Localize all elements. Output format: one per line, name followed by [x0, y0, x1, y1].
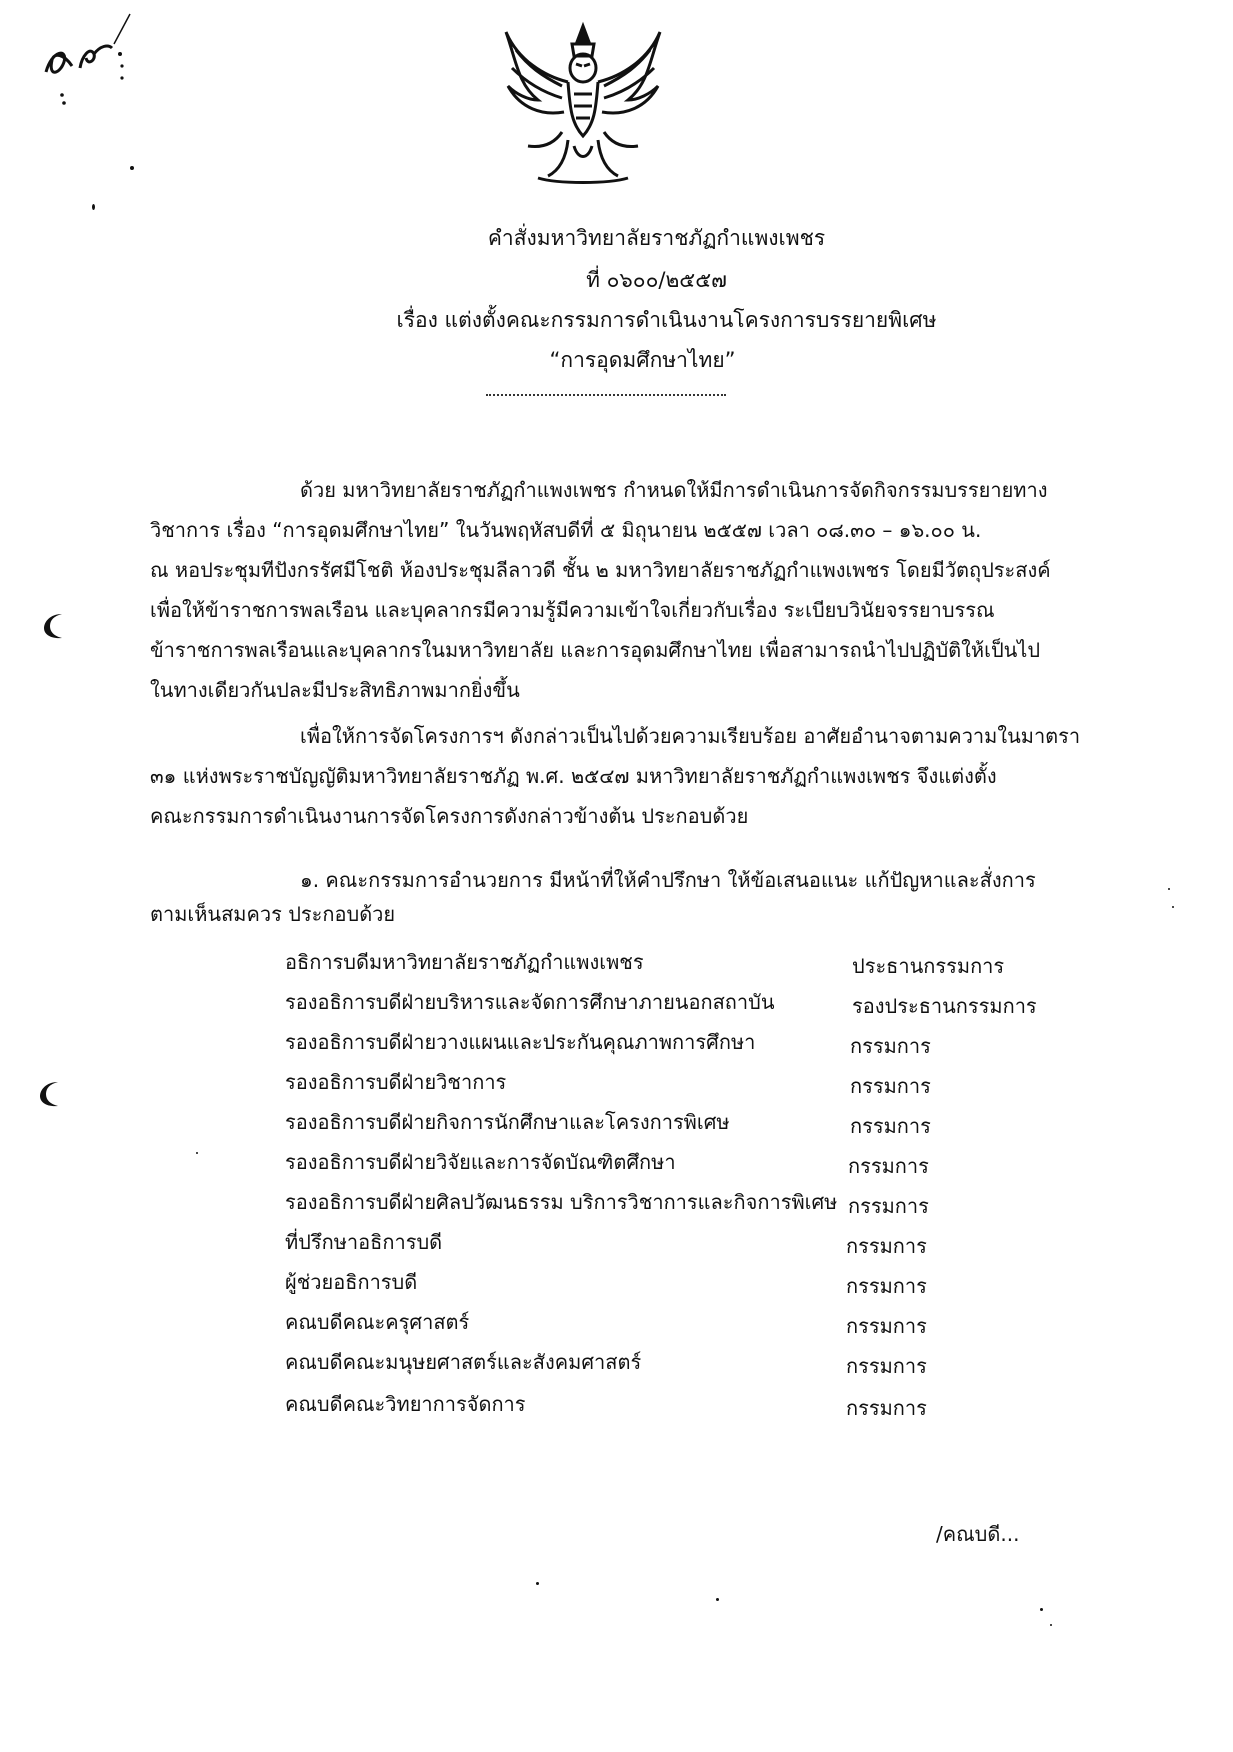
scan-speck — [130, 166, 134, 170]
paragraph-1-line: ด้วย มหาวิทยาลัยราชภัฏกำแพงเพชร กำหนดให้มีการดำเนินการจัดกิจกรรมบรรยายทาง — [300, 478, 1048, 502]
punch-hole-mark — [38, 1080, 64, 1108]
paragraph-1-line: วิชาการ เรื่อง “การอุดมศึกษาไทย” ในวันพฤหัสบดีที่ ๕ มิถุนายน ๒๕๕๗ เวลา ๐๘.๓๐ – ๑๖.๐๐ น. — [150, 518, 982, 542]
committee-position: คณบดีคณะครุศาสตร์ — [285, 1310, 470, 1334]
garuda-emblem — [498, 20, 668, 188]
committee-position: ที่ปรึกษาอธิการบดี — [285, 1230, 443, 1254]
committee-role: กรรมการ — [850, 1114, 931, 1138]
order-subject-quote: “การอุดมศึกษาไทย” — [549, 348, 736, 372]
section-1-heading-cont: ตามเห็นสมควร ประกอบด้วย — [150, 902, 396, 926]
order-subject: เรื่อง แต่งตั้งคณะกรรมการดำเนินงานโครงการบรรยายพิเศษ — [396, 308, 937, 332]
order-number: ที่ ๐๖๐๐/๒๕๕๗ — [586, 268, 727, 292]
committee-position: รองอธิการบดีฝ่ายกิจการนักศึกษาและโครงการพิเศษ — [285, 1110, 730, 1134]
paragraph-2-line: ๓๑ แห่งพระราชบัญญัติมหาวิทยาลัยราชภัฏ พ.ศ. ๒๕๔๗ มหาวิทยาลัยราชภัฏกำแพงเพชร จึงแต่งตั้ง — [150, 764, 997, 788]
handwritten-initials — [34, 10, 144, 105]
committee-role: ประธานกรรมการ — [852, 954, 1005, 978]
scan-speck — [1050, 1624, 1052, 1626]
committee-position: คณบดีคณะวิทยาการจัดการ — [285, 1392, 526, 1416]
continuation-marker: /คณบดี... — [936, 1522, 1020, 1546]
committee-position: รองอธิการบดีฝ่ายวางแผนและประกันคุณภาพการศึกษา — [285, 1030, 756, 1054]
committee-position: รองอธิการบดีฝ่ายบริหารและจัดการศึกษาภายนอกสถาบัน — [285, 990, 775, 1014]
committee-role: กรรมการ — [846, 1354, 927, 1378]
section-1-heading: ๑. คณะกรรมการอำนวยการ มีหน้าที่ให้คำปรึกษา ให้ข้อเสนอแนะ แก้ปัญหาและสั่งการ — [300, 868, 1036, 892]
punch-hole-mark — [42, 612, 68, 640]
scan-speck — [1168, 888, 1170, 890]
committee-position: รองอธิการบดีฝ่ายวิชาการ — [285, 1070, 507, 1094]
paragraph-1-line: ในทางเดียวกันปละมีประสิทธิภาพมากยิ่งขึ้น — [150, 678, 520, 702]
paragraph-1-line: เพื่อให้ข้าราชการพลเรือน และบุคลากรมีความรู้มีความเข้าใจเกี่ยวกับเรื่อง ระเบียบวินัยจรรยาบรรณ — [150, 598, 995, 622]
committee-position: คณบดีคณะมนุษยศาสตร์และสังคมศาสตร์ — [285, 1350, 642, 1374]
scan-speck — [1040, 1608, 1043, 1611]
paragraph-1-line: ณ หอประชุมทีปังกรรัศมีโชติ ห้องประชุมลีลาวดี ชั้น ๒ มหาวิทยาลัยราชภัฏกำแพงเพชร โดยมีวัตถุประสงค์ — [150, 558, 1051, 582]
committee-position: รองอธิการบดีฝ่ายวิจัยและการจัดบัณฑิตศึกษา — [285, 1150, 676, 1174]
paragraph-1-line: ข้าราชการพลเรือนและบุคลากรในมหาวิทยาลัย และการอุดมศึกษาไทย เพื่อสามารถนำไปปฏิบัติให้เป็นไป — [150, 638, 1041, 662]
committee-role: กรรมการ — [846, 1314, 927, 1338]
committee-role: กรรมการ — [850, 1074, 931, 1098]
committee-role: กรรมการ — [846, 1234, 927, 1258]
committee-position: รองอธิการบดีฝ่ายศิลปวัฒนธรรม บริการวิชาการและกิจการพิเศษ — [285, 1190, 838, 1214]
paragraph-2-line: คณะกรรมการดำเนินงานการจัดโครงการดังกล่าวข้างต้น ประกอบด้วย — [150, 804, 749, 828]
scan-speck — [1172, 906, 1174, 908]
committee-role: กรรมการ — [848, 1194, 929, 1218]
committee-role: กรรมการ — [848, 1154, 929, 1178]
paragraph-2-line: เพื่อให้การจัดโครงการฯ ดังกล่าวเป็นไปด้วยความเรียบร้อย อาศัยอำนาจตามความในมาตรา — [300, 724, 1081, 748]
order-title: คำสั่งมหาวิทยาลัยราชภัฏกำแพงเพชร — [487, 226, 826, 250]
committee-position: ผู้ช่วยอธิการบดี — [285, 1270, 418, 1294]
dotted-divider — [486, 388, 726, 396]
committee-position: อธิการบดีมหาวิทยาลัยราชภัฏกำแพงเพชร — [285, 950, 644, 974]
scan-speck — [196, 1152, 198, 1154]
scan-speck — [716, 1598, 719, 1601]
committee-role: กรรมการ — [846, 1396, 927, 1420]
committee-role: รองประธานกรรมการ — [852, 994, 1037, 1018]
scan-speck — [536, 1582, 539, 1585]
committee-role: กรรมการ — [850, 1034, 931, 1058]
scan-speck — [92, 204, 95, 210]
committee-role: กรรมการ — [846, 1274, 927, 1298]
